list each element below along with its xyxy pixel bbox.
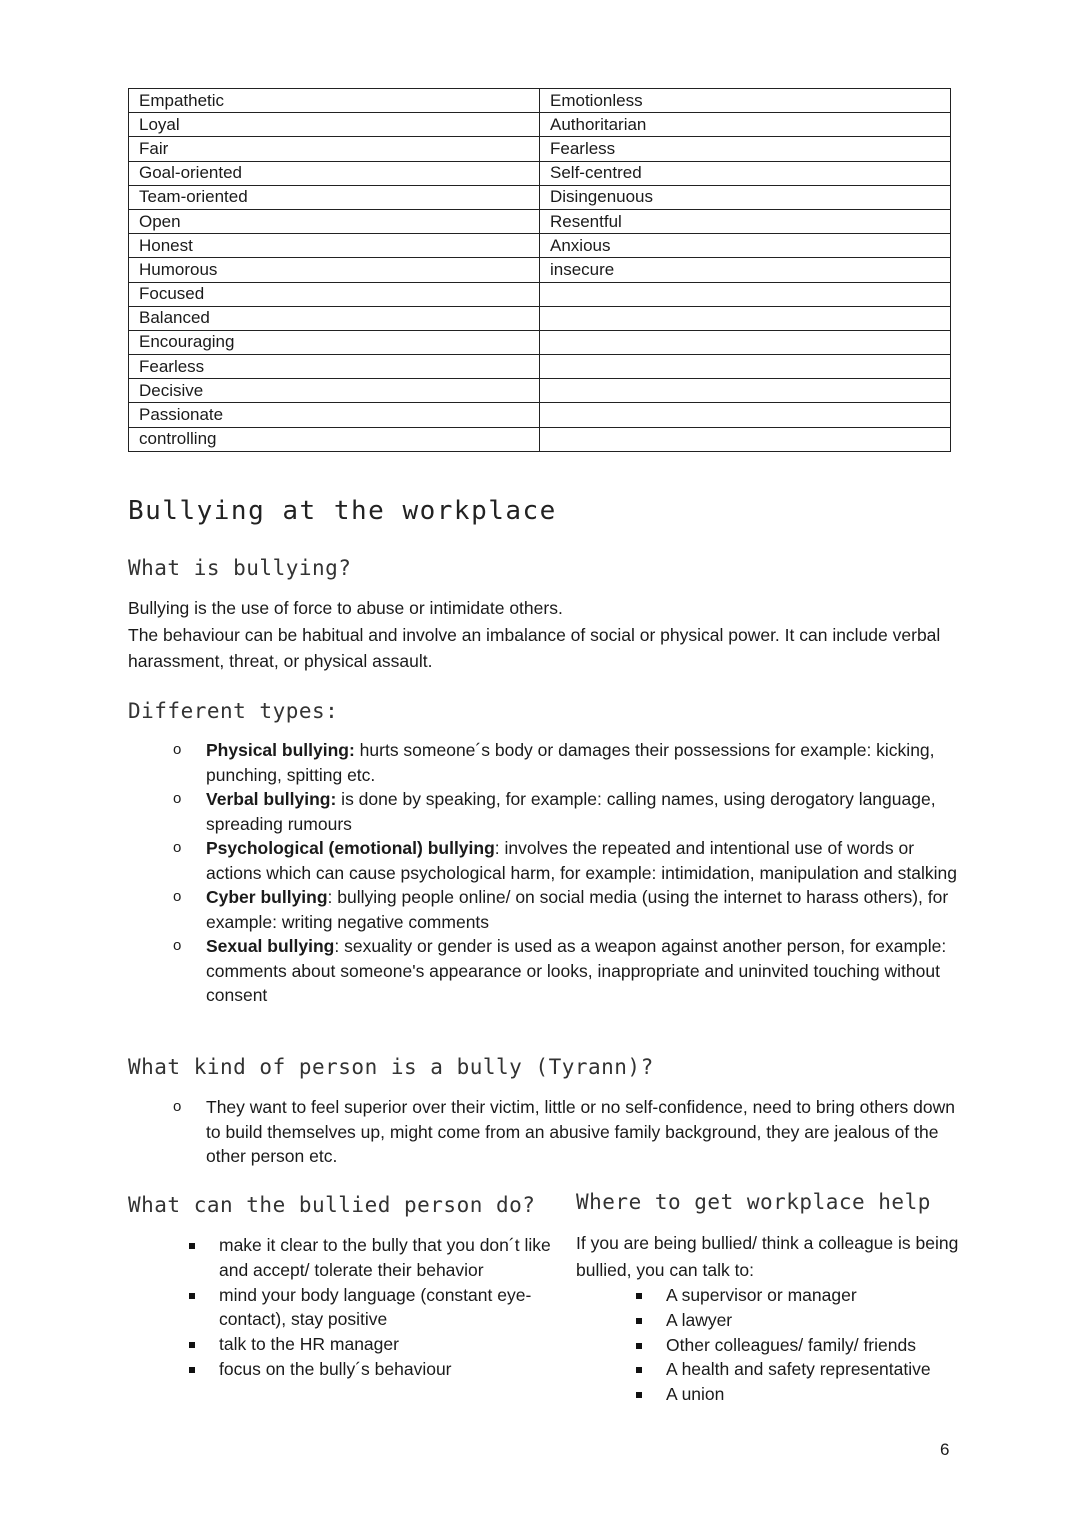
square-bullet-icon: [189, 1367, 195, 1373]
circle-bullet-icon: o: [173, 1098, 182, 1115]
bullied-advice-text: mind your body language (constant eye-contact), stay positive: [219, 1284, 532, 1330]
help-contact-text: A health and safety representative: [666, 1359, 931, 1380]
positive-trait-cell: Encouraging: [129, 330, 540, 354]
bullied-advice-text: make it clear to the bully that you don´t like and accept/ tolerate their behavior: [219, 1235, 551, 1280]
positive-trait-cell: Fair: [129, 137, 540, 161]
negative-trait-cell: Authoritarian: [540, 113, 951, 137]
list-item: [632, 1308, 972, 1333]
definition-paragraph: [128, 595, 958, 675]
type-description: : bullying people online/ on social media (using the internet to harass others), for example: writing negative comments: [206, 887, 949, 932]
square-bullet-icon: [189, 1293, 195, 1299]
help-contact-text: A lawyer: [666, 1309, 733, 1330]
positive-trait-cell: controlling: [129, 427, 540, 451]
type-description: hurts someone´s body or damages their possessions for example: kicking, punching, spitting etc.: [206, 740, 935, 785]
circle-bullet-icon: o: [173, 888, 182, 905]
list-item: [185, 1283, 555, 1333]
list-item: [632, 1357, 972, 1382]
table-row: [129, 306, 951, 330]
negative-trait-cell: Emotionless: [540, 89, 951, 113]
list-item: [185, 1233, 555, 1283]
positive-trait-cell: Decisive: [129, 379, 540, 403]
circle-bullet-icon: o: [173, 839, 182, 856]
bullied-advice-text: focus on the bully´s behaviour: [219, 1358, 452, 1379]
page-number: 6: [940, 1440, 950, 1459]
list-item: [632, 1283, 972, 1308]
negative-trait-cell: [540, 282, 951, 306]
negative-trait-cell: Anxious: [540, 234, 951, 258]
list-item: [185, 1332, 555, 1357]
square-bullet-icon: [189, 1243, 195, 1249]
type-term: Physical bullying:: [206, 740, 355, 760]
table-row: [129, 137, 951, 161]
positive-trait-cell: Team-oriented: [129, 185, 540, 209]
what-is-bullying-heading: What is bullying?: [128, 556, 352, 580]
positive-trait-cell: Honest: [129, 234, 540, 258]
table-row: [129, 161, 951, 185]
help-heading: Where to get workplace help: [576, 1190, 931, 1214]
list-item: [170, 787, 960, 836]
negative-trait-cell: [540, 427, 951, 451]
negative-trait-cell: [540, 403, 951, 427]
help-list: [632, 1283, 972, 1407]
table-row: [129, 355, 951, 379]
bullied-heading: What can the bullied person do?: [128, 1193, 536, 1217]
list-item: [185, 1357, 555, 1382]
definition-line-2: The behaviour can be habitual and involve an imbalance of social or physical power. It can include verbal harassment, threat, or physical assault.: [128, 624, 941, 671]
circle-bullet-icon: o: [173, 790, 182, 807]
positive-trait-cell: Empathetic: [129, 89, 540, 113]
table-row: [129, 403, 951, 427]
negative-trait-cell: Disingenuous: [540, 185, 951, 209]
square-bullet-icon: [636, 1367, 642, 1373]
list-item: [170, 934, 960, 1008]
positive-trait-cell: Focused: [129, 282, 540, 306]
type-description: : sexuality or gender is used as a weapon against another person, for example: comments about someone's appearance or looks, inappropriate and uninvited touching without consent: [206, 936, 947, 1005]
square-bullet-icon: [636, 1293, 642, 1299]
type-description: is done by speaking, for example: calling names, using derogatory language, spreading rumours: [206, 789, 936, 834]
negative-trait-cell: insecure: [540, 258, 951, 282]
positive-trait-cell: Open: [129, 209, 540, 233]
table-row: [129, 234, 951, 258]
table-row: [129, 330, 951, 354]
table-row: [129, 209, 951, 233]
bullied-list: [185, 1233, 555, 1382]
table-row: [129, 185, 951, 209]
list-item: [632, 1382, 972, 1407]
negative-trait-cell: Resentful: [540, 209, 951, 233]
type-term: Verbal bullying:: [206, 789, 337, 809]
types-list: [170, 738, 960, 1008]
list-item: [170, 885, 960, 934]
section-title: Bullying at the workplace: [128, 496, 557, 526]
negative-trait-cell: [540, 330, 951, 354]
table-row: [129, 113, 951, 137]
positive-trait-cell: Balanced: [129, 306, 540, 330]
bully-list: [170, 1095, 960, 1169]
negative-trait-cell: [540, 355, 951, 379]
type-term: Sexual bullying: [206, 936, 335, 956]
negative-trait-cell: [540, 306, 951, 330]
types-heading: Different types:: [128, 699, 339, 723]
negative-trait-cell: [540, 379, 951, 403]
positive-trait-cell: Loyal: [129, 113, 540, 137]
negative-trait-cell: Self-centred: [540, 161, 951, 185]
table-row: [129, 379, 951, 403]
table-row: [129, 282, 951, 306]
square-bullet-icon: [636, 1318, 642, 1324]
table-row: [129, 89, 951, 113]
help-contact-text: A supervisor or manager: [666, 1285, 857, 1305]
bully-heading: What kind of person is a bully (Tyrann)?: [128, 1055, 654, 1079]
square-bullet-icon: [189, 1342, 195, 1348]
list-item: [170, 1095, 960, 1169]
table-row: [129, 258, 951, 282]
traits-table: [128, 88, 951, 452]
list-item: [170, 738, 960, 787]
square-bullet-icon: [636, 1392, 642, 1398]
negative-trait-cell: Fearless: [540, 137, 951, 161]
list-item: [170, 836, 960, 885]
help-intro: If you are being bullied/ think a colleague is being bullied, you can talk to:: [576, 1233, 959, 1280]
table-row: [129, 427, 951, 451]
positive-trait-cell: Goal-oriented: [129, 161, 540, 185]
bully-description: They want to feel superior over their victim, little or no self-confidence, need to bring others down to build themselves up, might come from an abusive family background, they are jealous of the other person etc.: [206, 1097, 955, 1166]
type-term: Cyber bullying: [206, 887, 328, 907]
positive-trait-cell: Passionate: [129, 403, 540, 427]
positive-trait-cell: Humorous: [129, 258, 540, 282]
list-item: [632, 1333, 972, 1358]
square-bullet-icon: [636, 1343, 642, 1349]
bullied-advice-text: talk to the HR manager: [219, 1334, 399, 1355]
positive-trait-cell: Fearless: [129, 355, 540, 379]
circle-bullet-icon: o: [173, 937, 182, 954]
help-contact-text: Other colleagues/ family/ friends: [666, 1334, 916, 1355]
circle-bullet-icon: o: [173, 741, 182, 758]
type-term: Psychological (emotional) bullying: [206, 838, 495, 858]
help-contact-text: A union: [666, 1384, 725, 1405]
type-description: : involves the repeated and intentional use of words or actions which can cause psychological harm, for example: intimidation, manipulation and stalking: [206, 838, 957, 883]
definition-line-1: Bullying is the use of force to abuse or intimidate others.: [128, 598, 563, 618]
